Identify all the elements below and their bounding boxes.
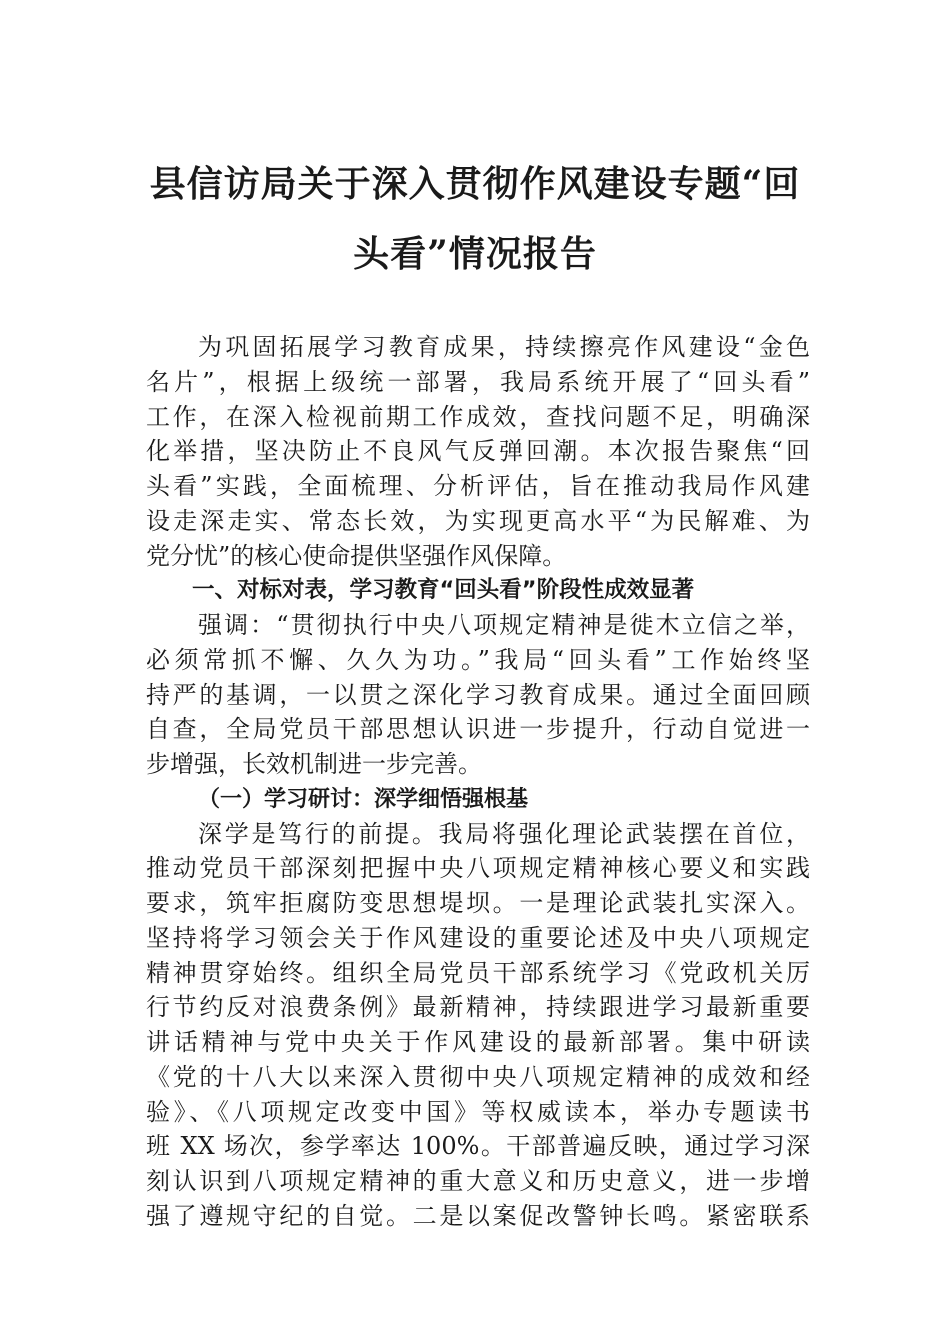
paragraph-line: 强了遵规守纪的自觉。二是以案促改警钟长鸣。紧密联系: [146, 1201, 810, 1230]
paragraph-line: 验》、《八项规定改变中国》等权威读本，举办专题读书: [146, 1097, 810, 1126]
document-body: [146, 330, 810, 1234]
section-heading: 一、对标对表，学习教育“回头看”阶段性成效显著: [192, 577, 695, 604]
section-1-paragraph: [146, 608, 810, 782]
paragraph-line: 必须常抓不懈、久久为功。”我局“回头看”工作始终坚: [146, 645, 810, 674]
paragraph-line: 强调：“贯彻执行中央八项规定精神是徙木立信之举，: [198, 611, 810, 639]
paragraph-line: 步增强，长效机制进一步完善。: [146, 750, 482, 778]
paragraph-line: 设走深走实、常态长效，为实现更高水平“为民解难、为: [146, 506, 810, 535]
document-title-line-1: 县信访局关于深入贯彻作风建设专题“回: [149, 163, 801, 205]
paragraph-line: 自查，全局党员干部思想认识进一步提升，行动自觉进一: [146, 715, 810, 744]
paragraph-line: 精神贯穿始终。组织全局党员干部系统学习《党政机关厉: [146, 958, 810, 987]
intro-paragraph: [146, 330, 810, 573]
paragraph-line: 刻认识到八项规定精神的重大意义和历史意义，进一步增: [146, 1167, 810, 1195]
paragraph-line: 班 XX 场次，参学率达 100%。干部普遍反映，通过学习深: [146, 1132, 810, 1161]
subsection-heading: （一）学习研讨：深学细悟强根基: [198, 785, 529, 812]
paragraph-line: 坚持将学习领会关于作风建设的重要论述及中央八项规定: [146, 923, 810, 952]
paragraph-line: 《党的十八大以来深入贯彻中央八项规定精神的成效和经: [146, 1062, 810, 1091]
paragraph-line: 名片”，根据上级统一部署，我局系统开展了“回头看”: [146, 367, 810, 396]
paragraph-line: 为巩固拓展学习教育成果，持续擦亮作风建设“金色: [198, 333, 810, 361]
paragraph-line: 讲话精神与党中央关于作风建设的最新部署。集中研读: [146, 1028, 810, 1056]
paragraph-line: 化举措，坚决防止不良风气反弹回潮。本次报告聚焦“回: [146, 437, 810, 466]
document-title-line-2: 头看”情况报告: [353, 233, 597, 275]
paragraph-line: 持严的基调，一以贯之深化学习教育成果。通过全面回顾: [146, 680, 810, 709]
paragraph-line: 推动党员干部深刻把握中央八项规定精神核心要义和实践: [146, 854, 810, 883]
paragraph-line: 深学是笃行的前提。我局将强化理论武装摆在首位，: [198, 819, 810, 848]
paragraph-line: 工作，在深入检视前期工作成效，查找问题不足，明确深: [146, 402, 810, 431]
paragraph-line: 党分忧”的核心使命提供坚强作风保障。: [146, 541, 567, 570]
paragraph-line: 头看”实践，全面梳理、分析评估，旨在推动我局作风建: [146, 472, 810, 500]
paragraph-line: 要求，筑牢拒腐防变思想堤坝。一是理论武装扎实深入。: [146, 889, 810, 917]
paragraph-line: 行节约反对浪费条例》最新精神，持续跟进学习最新重要: [146, 993, 810, 1022]
subsection-1-paragraph: [146, 817, 810, 1234]
